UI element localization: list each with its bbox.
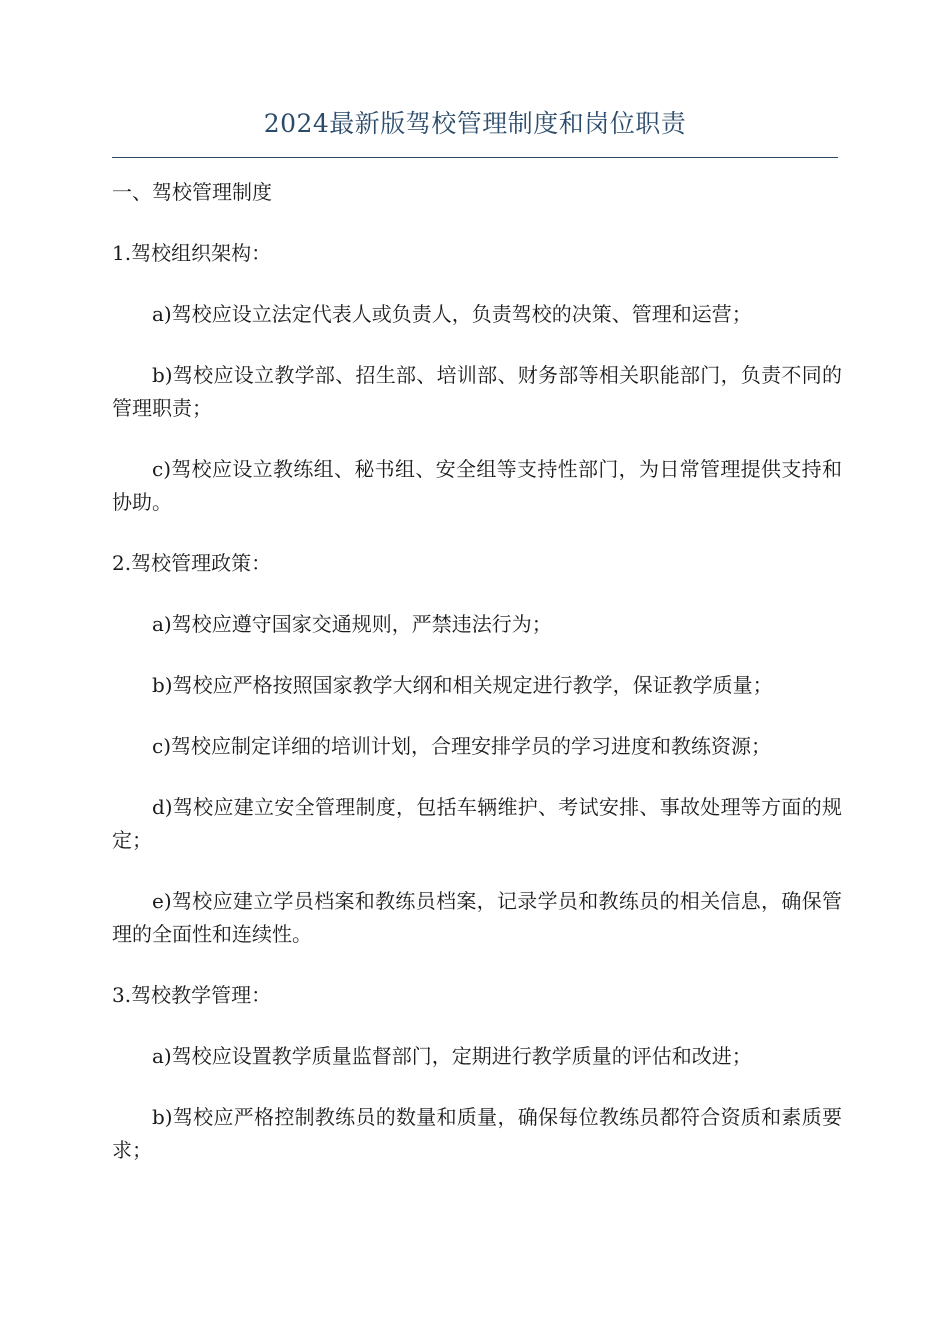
list-item: a)驾校应设置教学质量监督部门，定期进行教学质量的评估和改进； [152,1044,752,1068]
subsection-heading: 1.驾校组织架构： [112,241,272,265]
list-item: c)驾校应设立教练组、秘书组、安全组等支持性部门，为日常管理提供支持和协助。 [112,457,842,514]
list-item: e)驾校应建立学员档案和教练员档案，记录学员和教练员的相关信息，确保管理的全面性和连续性。 [112,889,842,946]
list-item: d)驾校应建立安全管理制度，包括车辆维护、考试安排、事故处理等方面的规定； [112,795,842,852]
list-item: b)驾校应严格按照国家教学大纲和相关规定进行教学，保证教学质量； [152,673,773,697]
list-item: a)驾校应遵守国家交通规则，严禁违法行为； [152,612,552,636]
list-item: c)驾校应制定详细的培训计划，合理安排学员的学习进度和教练资源； [152,734,772,758]
title-divider [112,157,838,158]
subsection-heading: 2.驾校管理政策： [112,551,272,575]
document-title: 2024最新版驾校管理制度和岗位职责 [263,109,687,138]
document-body [112,176,842,1195]
list-item: b)驾校应设立教学部、招生部、培训部、财务部等相关职能部门，负责不同的管理职责； [112,363,842,420]
section-heading: 一、驾校管理制度 [112,180,272,204]
list-item: b)驾校应严格控制教练员的数量和质量，确保每位教练员都符合资质和素质要求； [112,1105,842,1162]
list-item: a)驾校应设立法定代表人或负责人，负责驾校的决策、管理和运营； [152,302,752,326]
subsection-heading: 3.驾校教学管理： [112,983,272,1007]
